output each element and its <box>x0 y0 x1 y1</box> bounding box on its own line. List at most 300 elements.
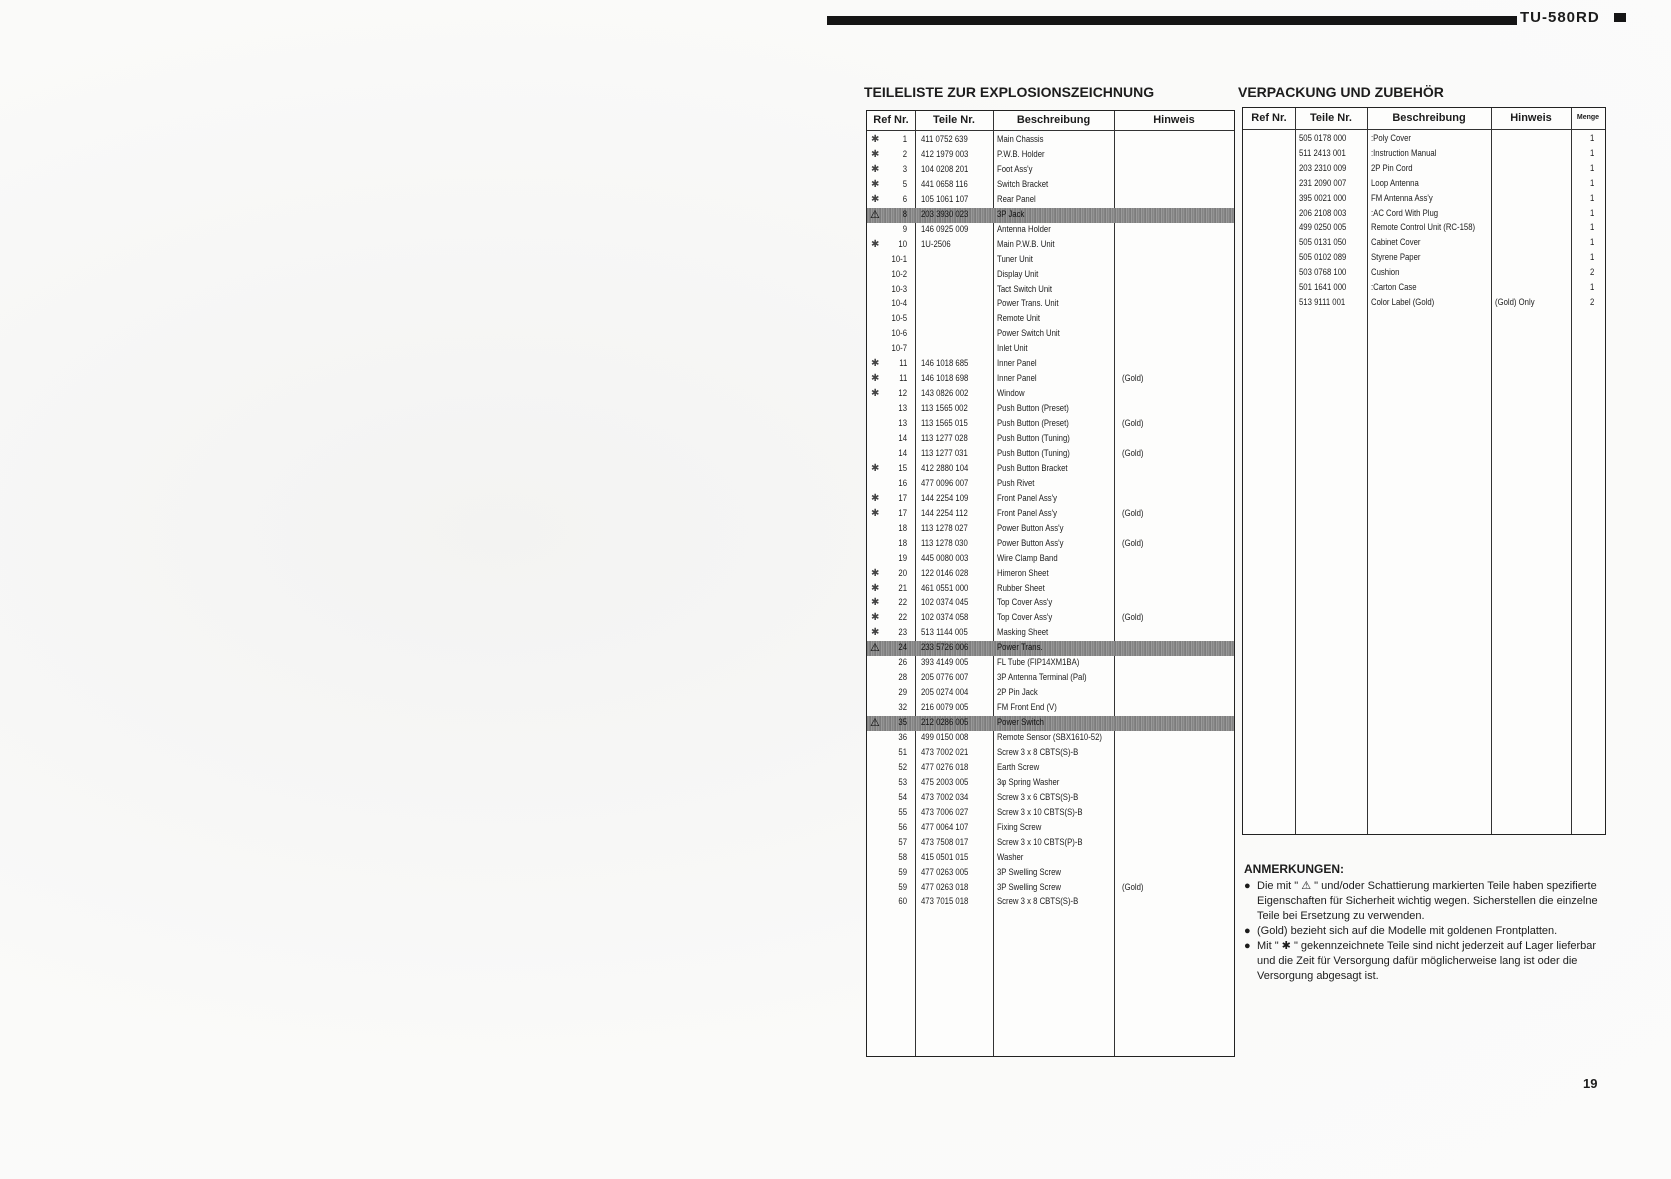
table-row <box>867 163 1234 178</box>
col-header-ref: Ref Nr. <box>1251 112 1287 124</box>
part-description: Wire Clamp Band <box>997 552 1058 563</box>
part-note: (Gold) <box>1122 881 1144 892</box>
part-description: :Poly Cover <box>1371 133 1412 143</box>
table-row <box>867 297 1234 312</box>
part-description: Power Trans. Unit <box>997 298 1059 309</box>
part-description: Himeron Sheet <box>997 567 1049 578</box>
part-number: 475 2003 005 <box>921 776 969 787</box>
part-note: (Gold) <box>1122 612 1144 623</box>
table-row <box>867 447 1234 462</box>
ref-number: 2 <box>902 148 907 159</box>
part-description: Screw 3 x 10 CBTS(S)-B <box>997 806 1083 817</box>
part-description: FM Antenna Ass'y <box>1371 192 1433 203</box>
ref-number: 58 <box>898 851 907 862</box>
part-description: FL Tube (FIP14XM1BA) <box>997 657 1080 668</box>
ref-number: 55 <box>898 806 907 817</box>
ref-number: 60 <box>898 896 907 907</box>
part-description: Push Rivet <box>997 477 1035 488</box>
ref-number: 10 <box>898 238 907 249</box>
limited-stock-icon: ✱ <box>871 358 880 370</box>
part-number: 477 0064 107 <box>921 821 969 832</box>
part-number: 461 0551 000 <box>921 582 969 593</box>
part-number: 505 0131 050 <box>1299 237 1347 248</box>
table-row <box>867 806 1234 821</box>
part-description: 3P Swelling Screw <box>997 881 1061 892</box>
part-number: 395 0021 000 <box>1299 192 1347 203</box>
limited-stock-icon: ✱ <box>871 597 880 609</box>
part-note: (Gold) <box>1122 418 1144 429</box>
table-row <box>867 895 1234 910</box>
part-description: Power Switch <box>997 717 1044 728</box>
part-description: Top Cover Ass'y <box>997 597 1053 608</box>
table-row <box>867 327 1234 342</box>
part-description: Cushion <box>1371 267 1400 278</box>
table-row <box>867 372 1234 387</box>
part-description: Screw 3 x 8 CBTS(S)-B <box>997 896 1079 907</box>
part-description: Fixing Screw <box>997 821 1042 832</box>
part-number: 513 9111 001 <box>1299 296 1346 307</box>
part-description: Rubber Sheet <box>997 582 1045 593</box>
ref-number: 24 <box>898 642 907 653</box>
part-description: Display Unit <box>997 268 1039 279</box>
part-description: :Carton Case <box>1371 282 1417 292</box>
part-number: 146 1018 698 <box>921 373 969 384</box>
part-description: Styrene Paper <box>1371 252 1421 263</box>
table-row <box>867 432 1234 447</box>
ref-number: 6 <box>902 193 907 204</box>
ref-number: 52 <box>898 761 907 772</box>
part-description: 3φ Spring Washer <box>997 776 1060 787</box>
ref-number: 17 <box>898 507 907 518</box>
ref-number: 12 <box>898 388 907 399</box>
ref-number: 19 <box>898 552 907 563</box>
col-header-quantity: Menge <box>1576 114 1600 121</box>
table-row <box>867 776 1234 791</box>
table-row <box>867 686 1234 701</box>
table-row <box>1243 251 1605 266</box>
ref-number: 17 <box>898 492 907 503</box>
ref-number: 9 <box>902 223 907 234</box>
part-number: 144 2254 112 <box>921 507 968 518</box>
part-number: 445 0080 003 <box>921 552 969 563</box>
table-row <box>867 357 1234 372</box>
part-description: Top Cover Ass'y <box>997 612 1053 623</box>
table-row <box>867 611 1234 626</box>
note-item <box>1244 924 1604 939</box>
part-number: 503 0768 100 <box>1299 267 1347 278</box>
part-number: 393 4149 005 <box>921 657 969 668</box>
ref-number: 8 <box>902 208 907 219</box>
ref-number: 11 <box>898 373 907 384</box>
limited-stock-icon: ✱ <box>871 163 880 175</box>
safety-warning-icon: ⚠ <box>870 208 880 221</box>
table-row <box>867 641 1234 656</box>
part-quantity: 1 <box>1590 222 1595 233</box>
col-header-ref: Ref Nr. <box>873 114 909 126</box>
ref-number: 10-3 <box>891 283 907 294</box>
table-row <box>867 133 1234 148</box>
part-number: 477 0263 005 <box>921 866 969 877</box>
limited-stock-icon: ✱ <box>871 492 880 504</box>
table-row <box>867 881 1234 896</box>
ref-number: 14 <box>898 447 907 458</box>
part-description: Push Button Bracket <box>997 462 1068 473</box>
ref-number: 14 <box>898 433 907 443</box>
ref-number: 10-2 <box>891 268 907 279</box>
ref-number: 16 <box>898 477 907 488</box>
part-quantity: 1 <box>1590 237 1595 248</box>
part-note: (Gold) Only <box>1495 296 1535 307</box>
table-row <box>867 701 1234 716</box>
part-description: Main P.W.B. Unit <box>997 238 1055 249</box>
table-row <box>867 552 1234 567</box>
part-description: :AC Cord With Plug <box>1371 207 1439 218</box>
part-description: Power Trans. <box>997 642 1043 653</box>
ref-number: 10-4 <box>891 298 907 309</box>
part-number: 412 2880 104 <box>921 462 969 473</box>
limited-stock-icon: ✱ <box>871 567 880 579</box>
table-row <box>867 193 1234 208</box>
part-description: FM Front End (V) <box>997 702 1057 713</box>
part-number: 233 5726 006 <box>921 642 969 653</box>
part-description: Masking Sheet <box>997 627 1049 638</box>
part-quantity: 1 <box>1590 192 1595 203</box>
part-description: Color Label (Gold) <box>1371 296 1435 307</box>
table-row <box>867 821 1234 836</box>
ref-number: 28 <box>898 672 907 683</box>
notes-title: ANMERKUNGEN: <box>1244 862 1344 876</box>
header-divider <box>867 130 1234 131</box>
part-number: 113 1565 002 <box>921 403 968 414</box>
part-description: Front Panel Ass'y <box>997 492 1057 503</box>
part-number: 203 3930 023 <box>921 208 969 219</box>
part-description: Cabinet Cover <box>1371 237 1421 248</box>
parts-list-title: TEILELISTE ZUR EXPLOSIONSZEICHNUNG <box>864 84 1155 100</box>
col-header-description: Beschreibung <box>1016 114 1091 126</box>
ref-number: 10-1 <box>891 253 907 264</box>
ref-number: 13 <box>898 418 907 429</box>
part-number: 473 7006 027 <box>921 806 969 817</box>
part-number: 203 2310 009 <box>1299 162 1347 173</box>
part-number: 473 7002 034 <box>921 791 969 802</box>
ref-number: 15 <box>898 462 907 473</box>
part-description: :Instruction Manual <box>1371 147 1437 158</box>
part-note: (Gold) <box>1122 507 1144 518</box>
table-row <box>867 866 1234 881</box>
table-row <box>867 312 1234 327</box>
header-bar <box>827 16 1517 25</box>
bullet-icon: ● <box>1244 940 1251 952</box>
limited-stock-icon: ✱ <box>871 148 880 160</box>
part-description: Foot Ass'y <box>997 163 1033 174</box>
part-description: Rear Panel <box>997 193 1036 204</box>
part-description: Inner Panel <box>997 373 1037 384</box>
part-quantity: 1 <box>1590 252 1595 263</box>
part-description: Power Button Ass'y <box>997 522 1064 533</box>
col-header-note: Hinweis <box>1153 114 1195 126</box>
table-row <box>867 537 1234 552</box>
ref-number: 5 <box>902 178 907 189</box>
part-number: 104 0208 201 <box>921 163 969 174</box>
table-row <box>867 716 1234 731</box>
part-number: 113 1277 031 <box>921 447 968 458</box>
part-number: 513 1144 005 <box>921 627 968 638</box>
part-number: 505 0102 089 <box>1299 252 1347 263</box>
part-quantity: 1 <box>1590 207 1595 218</box>
limited-stock-icon: ✱ <box>871 627 880 639</box>
part-number: 212 0286 005 <box>921 717 969 728</box>
table-row <box>867 626 1234 641</box>
table-row <box>867 522 1234 537</box>
table-row <box>867 671 1234 686</box>
part-number: 113 1278 030 <box>921 537 968 548</box>
ref-number: 18 <box>898 537 907 548</box>
table-row <box>1243 132 1605 147</box>
table-row <box>867 507 1234 522</box>
part-number: 473 7002 021 <box>921 746 969 757</box>
part-description: Window <box>997 388 1025 399</box>
part-number: 102 0374 045 <box>921 597 969 608</box>
table-row <box>867 402 1234 417</box>
bullet-icon: ● <box>1244 925 1251 937</box>
ref-number: 11 <box>898 358 907 369</box>
table-row <box>867 462 1234 477</box>
ref-number: 21 <box>898 582 907 593</box>
part-quantity: 1 <box>1590 177 1595 188</box>
part-number: 231 2090 007 <box>1299 177 1347 188</box>
ref-number: 20 <box>898 567 907 578</box>
ref-number: 26 <box>898 657 907 668</box>
part-description: 3P Antenna Terminal (Pal) <box>997 672 1087 683</box>
col-header-part: Teile Nr. <box>1310 112 1352 124</box>
table-row <box>867 567 1234 582</box>
packaging-list-title: VERPACKUNG UND ZUBEHÖR <box>1238 84 1444 100</box>
ref-number: 22 <box>898 597 907 608</box>
part-number: 216 0079 005 <box>921 702 969 713</box>
table-row <box>1243 177 1605 192</box>
header-divider <box>1243 129 1605 130</box>
table-row <box>867 148 1234 163</box>
part-number: 122 0146 028 <box>921 567 969 578</box>
col-header-description: Beschreibung <box>1392 112 1466 124</box>
part-description: Remote Unit <box>997 313 1041 324</box>
table-row <box>1243 162 1605 177</box>
part-description: Push Button (Preset) <box>997 403 1069 414</box>
table-row <box>867 656 1234 671</box>
part-description: Screw 3 x 8 CBTS(S)-B <box>997 746 1079 757</box>
table-row <box>1243 281 1605 296</box>
col-header-note: Hinweis <box>1510 112 1552 124</box>
col-header-part: Teile Nr. <box>933 114 975 126</box>
part-description: Screw 3 x 6 CBTS(S)-B <box>997 791 1079 802</box>
part-number: 477 0263 018 <box>921 881 969 892</box>
part-number: 146 0925 009 <box>921 223 969 234</box>
header-end-block <box>1614 13 1626 22</box>
part-number: 144 2254 109 <box>921 492 969 503</box>
part-description: Front Panel Ass'y <box>997 507 1057 518</box>
limited-stock-icon: ✱ <box>871 373 880 385</box>
table-row <box>1243 207 1605 222</box>
table-row <box>1243 147 1605 162</box>
part-description: Earth Screw <box>997 761 1040 772</box>
part-number: 501 1641 000 <box>1299 282 1347 292</box>
part-description: Push Button (Tuning) <box>997 433 1070 443</box>
part-number: 477 0276 018 <box>921 761 969 772</box>
part-number: 1U-2506 <box>921 238 951 249</box>
ref-number: 18 <box>898 522 907 533</box>
part-number: 105 1061 107 <box>921 193 969 204</box>
limited-stock-icon: ✱ <box>871 582 880 594</box>
ref-number: 29 <box>898 687 907 698</box>
table-row <box>867 253 1234 268</box>
table-row <box>867 791 1234 806</box>
part-number: 205 0274 004 <box>921 687 969 698</box>
limited-stock-icon: ✱ <box>871 193 880 205</box>
table-row <box>867 596 1234 611</box>
table-row <box>867 582 1234 597</box>
part-description: Washer <box>997 851 1024 862</box>
limited-stock-icon: ✱ <box>871 462 880 474</box>
part-description: Tact Switch Unit <box>997 283 1053 294</box>
part-number: 441 0658 116 <box>921 178 968 189</box>
part-quantity: 1 <box>1590 133 1595 143</box>
note-text: Die mit " ⚠ " und/oder Schattierung markierten Teile haben spezifierte Eigenschaften für Sicherheit wichtig wegen. Sicherstellen die einzelne Teile bei Ersetzung zu verwenden. <box>1257 880 1598 922</box>
part-number: 499 0150 008 <box>921 732 969 742</box>
table-row <box>867 731 1234 746</box>
safety-warning-icon: ⚠ <box>870 642 880 655</box>
table-row <box>1243 266 1605 281</box>
part-number: 143 0826 002 <box>921 388 969 399</box>
part-quantity: 2 <box>1590 296 1595 307</box>
part-number: 473 7508 017 <box>921 836 969 847</box>
part-description: Antenna Holder <box>997 223 1051 234</box>
table-row <box>867 417 1234 432</box>
table-row <box>867 492 1234 507</box>
part-number: 473 7015 018 <box>921 896 969 907</box>
table-row <box>867 238 1234 253</box>
note-text: (Gold) bezieht sich auf die Modelle mit goldenen Frontplatten. <box>1257 925 1558 937</box>
limited-stock-icon: ✱ <box>871 388 880 400</box>
ref-number: 23 <box>898 627 907 638</box>
limited-stock-icon: ✱ <box>871 612 880 624</box>
part-quantity: 2 <box>1590 267 1595 278</box>
part-note: (Gold) <box>1122 447 1144 458</box>
limited-stock-icon: ✱ <box>871 134 880 145</box>
note-text: Mit " ✱ " gekennzeichnete Teile sind nicht jederzeit auf Lager lieferbar und die Zeit für Versorgung dafür möglicherweise lang ist oder die Versorgung abgesagt ist. <box>1257 940 1597 982</box>
part-number: 113 1277 028 <box>921 433 968 443</box>
ref-number: 59 <box>898 881 907 892</box>
table-row <box>1243 192 1605 207</box>
model-title: TU-580RD <box>1520 9 1600 26</box>
part-number: 206 2108 003 <box>1299 207 1347 218</box>
part-quantity: 1 <box>1590 282 1595 292</box>
part-description: Remote Control Unit (RC-158) <box>1371 222 1476 233</box>
part-note: (Gold) <box>1122 537 1144 548</box>
part-number: 511 2413 001 <box>1299 147 1346 158</box>
part-number: 113 1278 027 <box>921 522 968 533</box>
ref-number: 53 <box>898 776 907 787</box>
part-description: Switch Bracket <box>997 178 1049 189</box>
limited-stock-icon: ✱ <box>871 507 880 519</box>
table-row <box>1243 221 1605 236</box>
note-item <box>1244 939 1604 984</box>
table-row <box>867 268 1234 283</box>
table-row <box>867 387 1234 402</box>
part-description: 3P Jack <box>997 208 1025 219</box>
part-description: Inner Panel <box>997 358 1037 369</box>
part-description: Remote Sensor (SBX1610-52) <box>997 732 1102 742</box>
part-description: 2P Pin Cord <box>1371 162 1413 173</box>
table-row <box>867 342 1234 357</box>
part-number: 411 0752 639 <box>921 134 968 144</box>
ref-number: 32 <box>898 702 907 713</box>
part-number: 412 1979 003 <box>921 148 969 159</box>
part-number: 102 0374 058 <box>921 612 969 623</box>
ref-number: 22 <box>898 612 907 623</box>
part-number: 477 0096 007 <box>921 477 969 488</box>
part-note: (Gold) <box>1122 373 1144 384</box>
safety-warning-icon: ⚠ <box>870 717 880 730</box>
table-row <box>1243 296 1605 311</box>
part-description: Main Chassis <box>997 134 1044 144</box>
table-row <box>867 178 1234 193</box>
ref-number: 10-5 <box>891 313 907 324</box>
part-description: Push Button (Tuning) <box>997 447 1070 458</box>
ref-number: 10-6 <box>891 328 907 339</box>
part-quantity: 1 <box>1590 147 1595 158</box>
part-description: Push Button (Preset) <box>997 418 1069 429</box>
ref-number: 36 <box>898 732 907 742</box>
part-description: Screw 3 x 10 CBTS(P)-B <box>997 836 1083 847</box>
table-row <box>1243 236 1605 251</box>
ref-number: 56 <box>898 821 907 832</box>
table-row <box>867 851 1234 866</box>
part-description: Loop Antenna <box>1371 177 1419 188</box>
bullet-icon: ● <box>1244 880 1251 892</box>
ref-number: 3 <box>902 163 907 174</box>
part-quantity: 1 <box>1590 162 1595 173</box>
part-number: 499 0250 005 <box>1299 222 1347 233</box>
table-row <box>867 761 1234 776</box>
part-description: 2P Pin Jack <box>997 687 1038 698</box>
table-row <box>867 223 1234 238</box>
part-description: Power Button Ass'y <box>997 537 1064 548</box>
part-description: Inlet Unit <box>997 343 1028 354</box>
part-description: Tuner Unit <box>997 253 1033 264</box>
ref-number: 54 <box>898 791 907 802</box>
packaging-table <box>1242 107 1606 835</box>
table-row <box>867 477 1234 492</box>
part-description: Power Switch Unit <box>997 328 1060 339</box>
part-description: 3P Swelling Screw <box>997 866 1061 877</box>
note-item <box>1244 879 1604 924</box>
page-number: 19 <box>1583 1076 1598 1091</box>
ref-number: 10-7 <box>891 343 907 354</box>
ref-number: 13 <box>898 403 907 414</box>
part-number: 205 0776 007 <box>921 672 969 683</box>
ref-number: 51 <box>898 746 907 757</box>
table-row <box>867 836 1234 851</box>
notes-section <box>1244 862 1604 984</box>
limited-stock-icon: ✱ <box>871 178 880 190</box>
table-row <box>867 208 1234 223</box>
table-row <box>867 746 1234 761</box>
table-row <box>867 283 1234 298</box>
part-description: P.W.B. Holder <box>997 148 1045 159</box>
ref-number: 35 <box>898 717 907 728</box>
parts-table <box>866 110 1235 1057</box>
part-number: 146 1018 685 <box>921 358 969 369</box>
